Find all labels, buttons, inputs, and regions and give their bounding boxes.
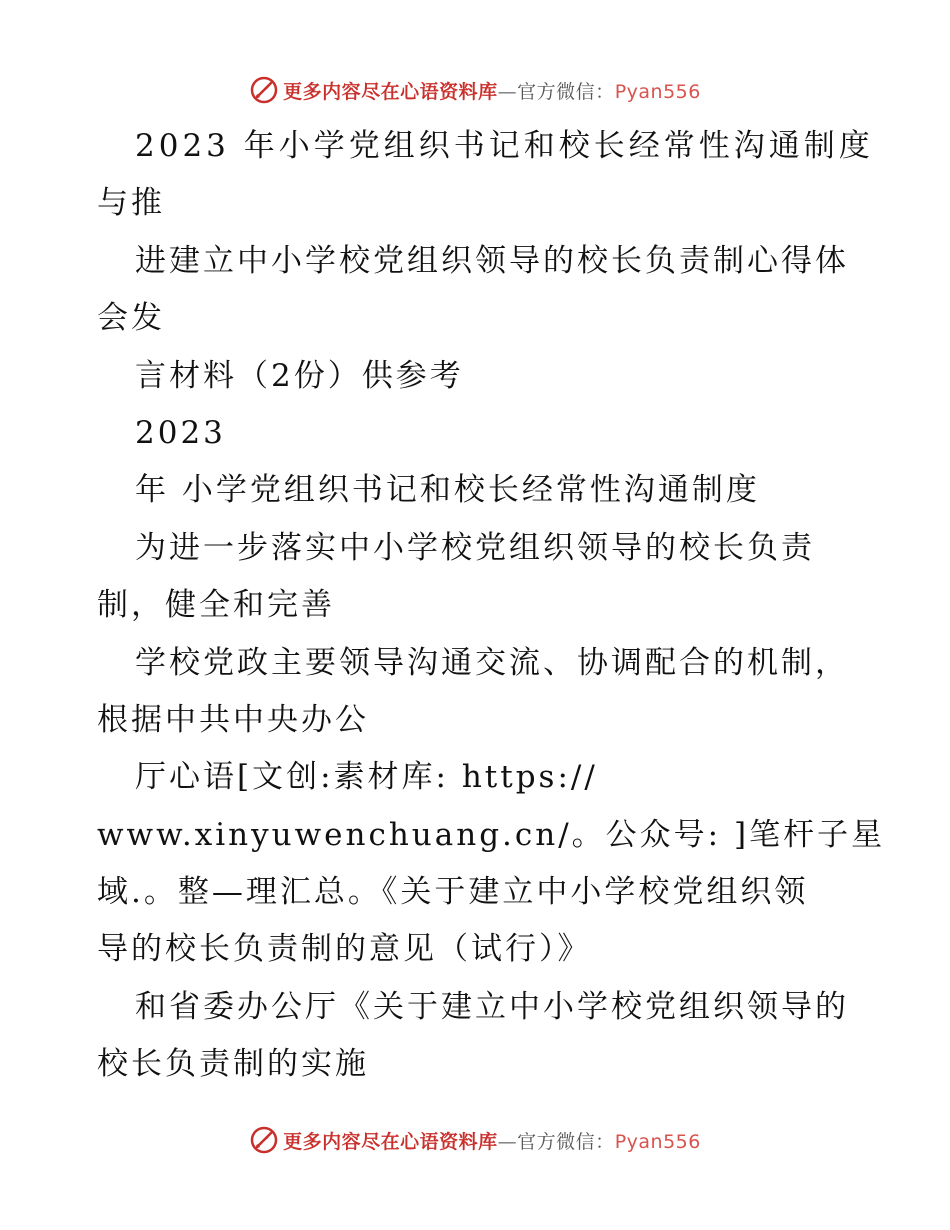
paragraph-line: 根据中共中央办公 [97, 701, 369, 738]
banner-separator: — [497, 80, 518, 103]
title-line: 言材料（2份）供参考 [135, 357, 464, 394]
paragraph-line: 学校党政主要领导沟通交流、协调配合的机制， [135, 644, 849, 681]
banner-separator: — [497, 1130, 518, 1153]
paragraph-line: 校长负责制的实施 [97, 1046, 369, 1083]
feather-pen-seal-icon [249, 1125, 279, 1155]
header-banner [0, 70, 950, 110]
paragraph-line: 导的校长负责制的意见（试行）》 [97, 931, 592, 968]
document-body [97, 118, 886, 1094]
title-line: 会发 [97, 300, 165, 337]
banner-wechat-id: Pyan556 [614, 1130, 701, 1153]
banner-slogan: 更多内容尽在心语资料库 [283, 80, 498, 103]
paragraph-line: 域.。整—理汇总。《关于建立中小学校党组织领 [97, 874, 809, 911]
banner-text [283, 1127, 701, 1154]
feather-pen-seal-icon [249, 75, 279, 105]
title-line: 与推 [97, 185, 165, 222]
footer-banner [0, 1120, 950, 1160]
paragraph-line: 为进一步落实中小学校党组织领导的校长负责 [135, 529, 815, 566]
banner-wechat-label: 官方微信： [517, 80, 615, 103]
banner-wechat-label: 官方微信： [517, 1130, 615, 1153]
subtitle-line: 年 小学党组织书记和校长经常性沟通制度 [135, 472, 760, 509]
paragraph-line: www.xinyuwenchuang.cn/。公众号: ]笔杆子星 [97, 816, 886, 853]
subtitle-year: 2023 [135, 414, 226, 451]
banner-slogan: 更多内容尽在心语资料库 [283, 1130, 498, 1153]
title-line: 进建立中小学校党组织领导的校长负责制心得体 [135, 242, 849, 279]
paragraph-line: 和省委办公厅《关于建立中小学校党组织领导的 [135, 988, 849, 1025]
title-line: 2023 年小学党组织书记和校长经常性沟通制度 [135, 128, 874, 164]
paragraph-line: 厅心语[文创:素材库: https:// [135, 759, 598, 796]
banner-text [283, 77, 701, 104]
paragraph-line: 制，健全和完善 [97, 587, 335, 624]
banner-wechat-id: Pyan556 [614, 80, 701, 103]
